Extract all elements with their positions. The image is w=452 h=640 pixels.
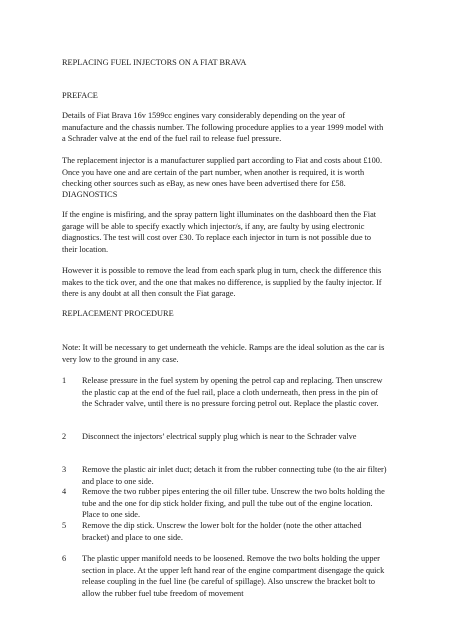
preface-paragraph-1: Details of Fiat Brava 16v 1599cc engines vary considerably depending on the year of manufacture and the chassis number. The following procedure applies to a year 1999 model with a Schrader valve at the end of the fuel rail to release fuel pressure. — [62, 111, 384, 143]
procedure-note: Note: It will be necessary to get underneath the vehicle. Ramps are the ideal solution as the car is very low to the ground in any case. — [62, 343, 385, 364]
step-number: 2 — [62, 432, 67, 441]
preface-paragraph-2: The replacement injector is a manufacturer supplied part according to Fiat and costs about £100. Once you have one and are certain of the part number, when another is required, it is worth checking other sources such as eBay, as new ones have been advertised there for £58. — [62, 156, 383, 188]
step-text: Remove the plastic air inlet duct; detach it from the rubber connecting tube (to the air filter) and place to one side. — [82, 465, 387, 486]
step-text: Disconnect the injectors’ electrical supply plug which is near to the Schrader valve — [82, 432, 357, 441]
procedure-heading: REPLACEMENT PROCEDURE — [62, 309, 174, 318]
step-text: Remove the two rubber pipes entering the oil filler tube. Unscrew the two bolts holding the tube and the one for dip stick holder fixing, and pull the tube out of the engine location. Place to one side. — [82, 487, 385, 519]
step-text: Release pressure in the fuel system by opening the petrol cap and replacing. Then unscrew the plastic cap at the end of the fuel rail, place a cloth underneath, then press in the pin of the Schrader valve, until there is no pressure forcing petrol out. Replace the plastic cover. — [82, 376, 383, 408]
diagnostics-heading: DIAGNOSTICS — [62, 190, 118, 199]
diagnostics-paragraph-1: If the engine is misfiring, and the spray pattern light illuminates on the dashboard then the Fiat garage will be able to specify exactly which injector/s, if any, are faulty by using electronic diagnostics. The test will cost over £30. To replace each injector in turn is not possible due to their location. — [62, 210, 377, 254]
step-number: 1 — [62, 376, 67, 385]
document-title: REPLACING FUEL INJECTORS ON A FIAT BRAVA — [62, 58, 247, 67]
step-number: 6 — [62, 554, 67, 563]
step-number: 4 — [62, 487, 67, 496]
preface-heading: PREFACE — [62, 91, 98, 100]
step-text: The plastic upper manifold needs to be loosened. Remove the two bolts holding the upper section in place. At the upper left hand rear of the engine compartment disengage the quick release coupling in the fuel line (be careful of spillage). Also unscrew the bracket bolt to allow the rubber fuel tube freedom of movement — [82, 554, 385, 598]
step-number: 3 — [62, 465, 67, 474]
diagnostics-paragraph-2: However it is possible to remove the lead from each spark plug in turn, check the difference this makes to the tick over, and the one that makes no difference, is supplied by the faulty injector. If there is any doubt at all then consult the Fiat garage. — [62, 266, 382, 298]
step-number: 5 — [62, 521, 67, 530]
step-text: Remove the dip stick. Unscrew the lower bolt for the holder (note the other attached bracket) and place to one side. — [82, 521, 362, 542]
